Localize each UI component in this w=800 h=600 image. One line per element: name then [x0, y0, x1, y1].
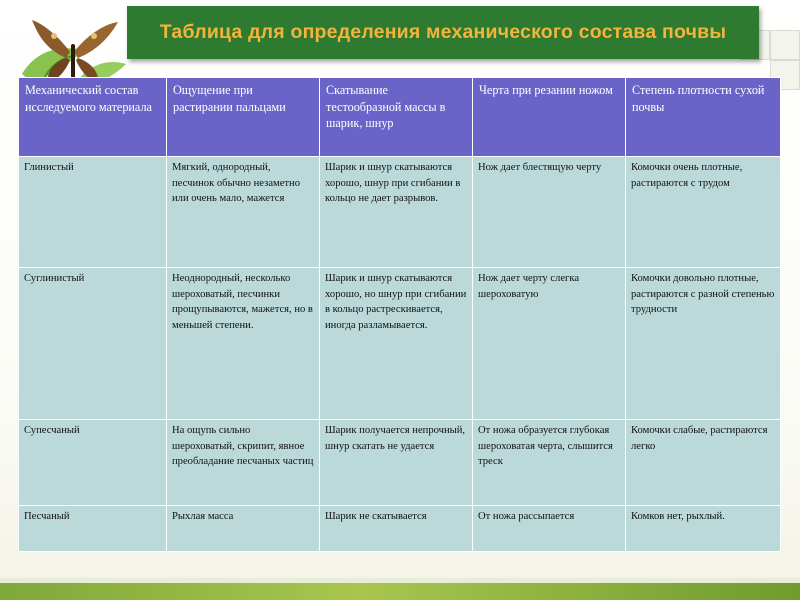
title-bar — [127, 6, 759, 59]
page-title: Таблица для определения механического состава почвы — [159, 21, 727, 43]
table-cell: Шарик и шнур скатываются хорошо, шнур при сгибании в кольцо не дает разрывов. — [320, 157, 473, 268]
header-dry-density: Степень плотности сухой почвы — [626, 78, 781, 157]
table-cell: От ножа рассыпается — [473, 506, 626, 552]
table-cell: Шарик получается непрочный, шнур скатать не удается — [320, 420, 473, 506]
table-row — [19, 506, 781, 552]
table-cell: Суглинистый — [19, 268, 167, 420]
table-cell: Комков нет, рыхлый. — [626, 506, 781, 552]
table-cell: Комочки слабые, растираются легко — [626, 420, 781, 506]
decorative-square — [770, 30, 800, 60]
header-rubbing-sensation: Ощущение при растирании пальцами — [167, 78, 320, 157]
table-cell: Мягкий, однородный, песчинок обычно незаметно или очень мало, мажется — [167, 157, 320, 268]
table-cell: Песчаный — [19, 506, 167, 552]
table-cell: Рыхлая масса — [167, 506, 320, 552]
soil-composition-table — [18, 77, 781, 552]
table-row — [19, 420, 781, 506]
table-cell: Шарик и шнур скатываются хорошо, но шнур при сгибании в кольцо растрескивается, иногда разламывается. — [320, 268, 473, 420]
table-row — [19, 157, 781, 268]
table-cell: Супесчаный — [19, 420, 167, 506]
table-cell: Нож дает черту слегка шероховатую — [473, 268, 626, 420]
table-cell: Комочки довольно плотные, растираются с разной степенью трудности — [626, 268, 781, 420]
header-mechanical-composition: Механический состав исследуемого материала — [19, 78, 167, 157]
header-rolling-test: Скатывание тестообразной массы в шарик, шнур — [320, 78, 473, 157]
soil-table-container — [18, 77, 780, 552]
table-cell: Неоднородный, несколько шероховатый, песчинки прощупываются, мажется, но в меньшей степени. — [167, 268, 320, 420]
table-row — [19, 268, 781, 420]
table-cell: От ножа образуется глубокая шероховатая черта, слышится треск — [473, 420, 626, 506]
footer-stripe — [0, 583, 800, 600]
header-knife-cut-line: Черта при резании ножом — [473, 78, 626, 157]
table-cell: На ощупь сильно шероховатый, скрипит, явное преобладание песчаных частиц — [167, 420, 320, 506]
table-cell: Глинистый — [19, 157, 167, 268]
table-cell: Нож дает блестящую черту — [473, 157, 626, 268]
table-header-row — [19, 78, 781, 157]
table-cell: Комочки очень плотные, растираются с трудом — [626, 157, 781, 268]
table-cell: Шарик не скатывается — [320, 506, 473, 552]
